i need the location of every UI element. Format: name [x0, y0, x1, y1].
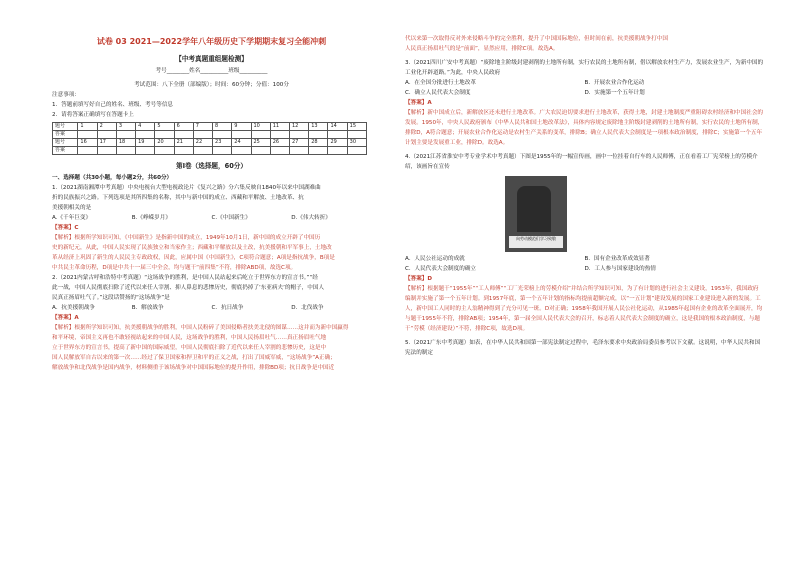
- answer-table-cell[interactable]: [232, 147, 251, 155]
- answer-table-cell: 答案: [53, 131, 78, 139]
- question-3: 3.（2021四川广安中考真题）“废除地主阶级封建剥削的土地所有制，实行农民的土地所有制，借以解放农村生产力，发展农业生产，为新中国的工业化开辟道路。”为此，中央人民政府: [405, 60, 764, 76]
- question-2: [52, 273, 371, 303]
- answer-table-cell[interactable]: [78, 147, 97, 155]
- option: A．在全国分批进行土地改革: [405, 80, 476, 86]
- answer-table-cell[interactable]: [97, 147, 116, 155]
- answer-table-cell: 1: [78, 123, 97, 131]
- answer-table-cell: 13: [309, 123, 328, 131]
- question-4-options-row2: [405, 264, 764, 274]
- notes-title: 注意事项：: [52, 92, 80, 98]
- question-1: [52, 183, 371, 213]
- answer-table-cell: 15: [347, 123, 366, 131]
- text-line: 【解析】根据所学知识可知，抗美援朝战争的胜利，中国人民粉碎了美国侵略者扶美北侵的图谋……这并而为新中国赢得: [52, 325, 349, 331]
- paper-subtitle: 【中考真题重组题检测】: [175, 55, 248, 63]
- question-5: 5.（2021广东中考真题）如表，在中华人民共和国第一部宪法制定过程中，毛泽东要求中央政治局委员参考以下文献。这说明，中华人民共和国宪法的制定: [405, 340, 761, 356]
- answer-table-cell: 17: [97, 139, 116, 147]
- answer-table-cell[interactable]: [136, 131, 155, 139]
- answer-table-cell[interactable]: [116, 131, 135, 139]
- option: B．解放战争: [131, 305, 164, 311]
- worker-figure: [517, 186, 551, 232]
- answer-1: 【答案】C: [52, 225, 79, 231]
- answer-table-cell: 24: [232, 139, 251, 147]
- answer-table-cell: 22: [193, 139, 212, 147]
- answer-table-cell[interactable]: [193, 131, 212, 139]
- answer-table-cell: 12: [289, 123, 308, 131]
- question-4-options-row1: [405, 254, 764, 264]
- answer-table-cell: 29: [328, 139, 347, 147]
- text-line: 解放战争和北伐战争是国内战争，材料侧重于该场战争对中国国际地位的提升作用，排除BD项；抗日战争是中国近: [52, 365, 335, 371]
- answer-table-cell: 6: [174, 123, 193, 131]
- answer-table-cell: 11: [270, 123, 289, 131]
- option: C．确立人民代表大会制度: [405, 90, 471, 96]
- right-page: [397, 0, 794, 561]
- answer-table-cell: 答案: [53, 147, 78, 155]
- answer-table-cell[interactable]: [347, 147, 366, 155]
- explanation-3: 【解析】新中国成立后，新解放区还未进行土地改革。广大农民迫切要求进行土地改革，获得土地，封建土地制度严重阻碍农村经济和中国社会的发展。1950年，中央人民政府颁布《中华人民共和国土地改革法》，具体内容规定废除地主阶级封建剥削的土地所有制，实行农民的土地所有制，排除D，A符合题意；开展农业合作化运动是农村生产关系的变革，排除B；确立人民代表大会制度是一项根本政治制度，排除C；实施第一个五年计划主要是发展重工业，排除D。故选A。: [405, 110, 764, 146]
- answer-table-cell: 25: [251, 139, 270, 147]
- answer-table: [52, 122, 367, 155]
- answer-table-cell[interactable]: [270, 147, 289, 155]
- answer-2: 【答案】A: [52, 315, 79, 321]
- answer-table-cell[interactable]: [309, 131, 328, 139]
- option: C．抗日战争: [211, 305, 244, 311]
- question-3-options-row1: [405, 78, 764, 88]
- option: C.《中国新生》: [211, 215, 251, 221]
- answer-table-cell: 4: [136, 123, 155, 131]
- answer-table-cell: 14: [328, 123, 347, 131]
- explanation-2: [52, 323, 371, 373]
- answer-table-row: [53, 123, 367, 131]
- option: B．开展农业合作化运动: [584, 80, 645, 86]
- text-line: 1.（2021湖南湘潭中考真题）中央电视台大型电视政论片《复兴之路》分六集反映自1840年以来中国湖难曲: [52, 185, 321, 191]
- text-line: 立于世界东方的宣言书，提高了新中国的国际威望，中国人民彻底扫除了近代以来任人宰割的悲惨历史，这是中: [52, 345, 327, 351]
- text-line: 人民真正扬眉吐气的是“前面”，显然应用，排除C项。故选A。: [405, 46, 559, 52]
- option: A．人民公社运动的成就: [405, 256, 465, 262]
- text-line: 国人民解放军自古以来的第一次……经过了保卫国家和捍卫和平的正义之战，打出了国威军威，“这场战争”A正确；: [52, 355, 336, 361]
- text-line: 民真正扬眉吐气了。”这段话赞扬的“这场战争”是: [52, 295, 170, 301]
- text-line: 此一战，中国人民彻底扫除了近代以来任人宰割、抑人鼻息的悲惨历史，彻底扔掉了‘东亚病夫’的帽子，中国人: [52, 285, 325, 291]
- answer-table-cell: 10: [251, 123, 270, 131]
- answer-table-cell: 18: [116, 139, 135, 147]
- text-line: 史的新纪元，从此，中国人民实现了民族独立和当家作主；西藏和平解放以及土改，抗美援朝和平军事上，土地改: [52, 245, 332, 251]
- answer-table-cell[interactable]: [289, 131, 308, 139]
- option: D．实施第一个五年计划: [584, 90, 645, 96]
- text-line: 革从经济上巩固了新生的人民民主专政政权，因此，应属中国《中国新生》，C项符合题意；A项是指抗战争，B项是: [52, 255, 335, 261]
- answer-table-cell: 7: [193, 123, 212, 131]
- answer-table-cell[interactable]: [251, 147, 270, 155]
- poster-caption: 向劳动模范们学习致敬: [509, 236, 563, 248]
- answer-table-cell: 题号: [53, 123, 78, 131]
- answer-table-cell[interactable]: [213, 131, 232, 139]
- option: D.《伟大转折》: [291, 215, 331, 221]
- answer-table-cell: 16: [78, 139, 97, 147]
- option: D．工人参与国家建设的热情: [584, 266, 656, 272]
- answer-table-cell[interactable]: [136, 147, 155, 155]
- answer-table-cell: 8: [213, 123, 232, 131]
- section-title: 一、选择题（共30小题，每小题2分，共60分）: [52, 175, 173, 181]
- answer-table-cell[interactable]: [155, 131, 174, 139]
- answer-table-cell[interactable]: [270, 131, 289, 139]
- text-line: 【解析】根据所学知识可知，《中国新生》是指新中国的成立，1949年10月1日，新中国的成立开辟了中国历: [52, 235, 321, 241]
- text-line: 2.（2021内蒙古呼和浩特中考真题）“这场战争的胜利，是中国人民站起来后屹立于世界东方的宣言书。”“经: [52, 275, 318, 281]
- answer-table-cell: 27: [289, 139, 308, 147]
- answer-table-cell[interactable]: [78, 131, 97, 139]
- answer-table-cell: 30: [347, 139, 366, 147]
- question-1-options: [52, 213, 371, 223]
- answer-table-cell[interactable]: [97, 131, 116, 139]
- answer-4: 【答案】D: [405, 276, 433, 282]
- explanation-2-continued: [405, 34, 764, 54]
- propaganda-poster-image: [505, 176, 567, 252]
- paper-title: 试卷 03 2021—2022学年八年级历史下学期期末复习全能冲刺: [96, 37, 327, 46]
- text-line: 折的民族振兴之路。下列选项是其所四集的名称，其中与新中国的成立、西藏和平解放、土地改革、抗: [52, 195, 304, 201]
- answer-table-cell: 9: [232, 123, 251, 131]
- explanation-4: 【解析】根据题干“1955年”“工人师傅”“工厂光荣榜上的劳模介绍”并结合所学知识可知，为了有计划的进行社会主义建设，1953年，我国政府编制并实施了第一个五年计划。到1957年底，第一个五年计划的指标均提前超额完成，以“一五计划”建设发展的国家工业建设进入新的发展。工人，新中国工人同时的主人翁精神得到了充分可见一斑。D对正确；1958年我国开展人民公社化运动，从1985年起国有企业的改革全面展开，均与题干1955年不符，排除AB项；1954年，第一届全国人民代表大会的召开，标志着人民代表大会制度的确立，这是我国的根本政治制度，与题干“劳模（经济建设）”不符，排除C项，故选D项。: [405, 286, 763, 332]
- note-2: 2．请将答案正确填写在答题卡上: [52, 112, 134, 118]
- question-2-options: [52, 303, 371, 313]
- answer-table-cell: 26: [270, 139, 289, 147]
- answer-table-cell[interactable]: [309, 147, 328, 155]
- explanation-1: [52, 233, 371, 273]
- answer-table-cell: 题号: [53, 139, 78, 147]
- part-title: 第I卷（选择题，60分）: [176, 162, 247, 170]
- answer-table-cell: 28: [309, 139, 328, 147]
- question-4: 4.（2021江苏省淮安中考专业学术中考真题）下图是1955年的一幅宣传画，画中一位挂着自行车的人民师傅，正在看着工厂宪荣榜上的劳模介绍，该画旨在宣传: [405, 154, 758, 170]
- text-line: 美援朝相关的是: [52, 205, 92, 211]
- answer-table-cell: 20: [155, 139, 174, 147]
- option: A.《千年巨变》: [52, 215, 92, 221]
- answer-table-cell[interactable]: [347, 131, 366, 139]
- answer-table-row: [53, 139, 367, 147]
- answer-table-row: [53, 131, 367, 139]
- answer-table-cell[interactable]: [155, 147, 174, 155]
- answer-table-cell[interactable]: [116, 147, 135, 155]
- option: C．人民代表大会制度的确立: [405, 266, 477, 272]
- answer-table-cell[interactable]: [193, 147, 212, 155]
- answer-table-cell[interactable]: [174, 131, 193, 139]
- option: D．北伐战争: [291, 305, 324, 311]
- answer-table-cell: 3: [116, 123, 135, 131]
- answer-table-cell[interactable]: [289, 147, 308, 155]
- option: B．国有企业改革成效显著: [584, 256, 650, 262]
- answer-table-cell: 2: [97, 123, 116, 131]
- answer-table-cell[interactable]: [328, 131, 347, 139]
- exam-info: 考试范围：八下全册（部编版）；时间：60分钟；分值：100分: [134, 82, 289, 88]
- note-1: 1．答题前填写好自己的姓名、班级、考号等信息: [52, 102, 174, 108]
- answer-table-cell: 5: [155, 123, 174, 131]
- answer-table-cell: 23: [213, 139, 232, 147]
- option: B.《峥嵘岁月》: [131, 215, 171, 221]
- answer-table-row: [53, 147, 367, 155]
- option: A．抗美援朝战争: [52, 305, 95, 311]
- question-3-options-row2: [405, 88, 764, 98]
- answer-table-cell: 19: [136, 139, 155, 147]
- answer-table-cell[interactable]: [232, 131, 251, 139]
- answer-table-cell[interactable]: [174, 147, 193, 155]
- student-fields: 考号________姓名__________班级__________: [155, 68, 268, 74]
- answer-3: 【答案】A: [405, 100, 432, 106]
- text-line: 和平环境，帝国主义再也不敢轻视站起来的中国人民，这场战争的胜利，中国人民扬眉吐气……真正扬眉吐气地: [52, 335, 327, 341]
- answer-table-cell[interactable]: [328, 147, 347, 155]
- answer-table-cell[interactable]: [251, 131, 270, 139]
- answer-table-cell: 21: [174, 139, 193, 147]
- text-line: 代以来第一次取得反对外来侵略斗争的完全胜利，提升了中国国际地位，但时间在前，抗美援朝战争打中国: [405, 36, 668, 42]
- text-line: 中共民主革命历程，D项是中共十一届三中全会，均与题干“前四集”不符，排除ABD项，故选C项。: [52, 265, 297, 271]
- answer-table-cell[interactable]: [213, 147, 232, 155]
